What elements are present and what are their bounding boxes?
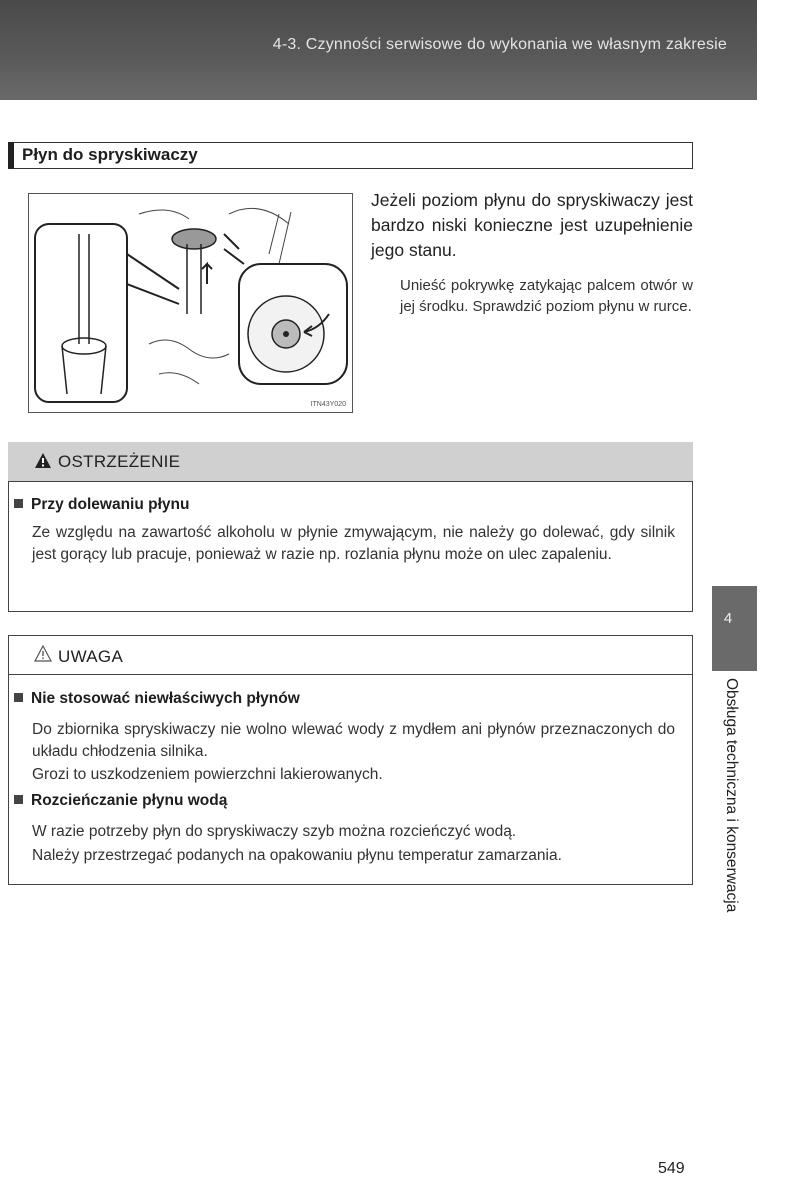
chapter-title: 4-3. Czynności serwisowe do wykonania we własnym zakresie — [272, 36, 727, 53]
reservoir-drawing — [29, 194, 352, 412]
chapter-tab — [712, 586, 757, 671]
page-number: 549 — [658, 1160, 685, 1177]
caution-item-text: Grozi to uszkodzeniem powierzchni lakierowanych. — [32, 766, 383, 783]
header-bar — [0, 0, 757, 100]
bullet-square-icon — [14, 499, 23, 508]
section-title: Płyn do spryskiwaczy — [22, 145, 198, 164]
washer-reservoir-illustration — [28, 193, 353, 413]
figure-code: ITN43Y020 — [310, 401, 346, 408]
warning-title: OSTRZEŻENIE — [58, 452, 181, 471]
caution-title: UWAGA — [58, 647, 124, 666]
caution-item-text: W razie potrzeby płyn do spryskiwaczy szyb można rozcieńczyć wodą. — [32, 823, 517, 840]
caution-divider — [8, 674, 693, 675]
caution-item-heading: Rozcieńczanie płynu wodą — [14, 792, 227, 810]
step-text: Unieść pokrywkę zatykając palcem otwór w jej środku. Sprawdzić poziom płynu w rurce. — [400, 277, 693, 315]
caution-item-text: Należy przestrzegać podanych na opakowaniu płynu temperatur zamarzania. — [32, 847, 562, 864]
chapter-number: 4 — [723, 610, 733, 627]
caution-triangle-icon — [34, 645, 52, 662]
caution-item-heading: Nie stosować niewłaściwych płynów — [14, 690, 300, 708]
bullet-square-icon — [14, 795, 23, 804]
caution-item-text: Do zbiornika spryskiwaczy nie wolno wlewać wody z mydłem ani płynów przeznaczonych do układu chłodzenia silnika. — [32, 721, 675, 760]
intro-text: Jeżeli poziom płynu do spryskiwaczy jest bardzo niski konieczne jest uzupełnienie jego stanu. — [371, 190, 693, 260]
chapter-label: Obsługa techniczna i konserwacja — [723, 678, 740, 913]
bullet-square-icon — [14, 693, 23, 702]
warning-triangle-icon — [34, 452, 52, 469]
warning-item-text: Ze względu na zawartość alkoholu w płynie zmywającym, nie należy go dolewać, gdy silnik jest gorący lub pracuje, ponieważ w razie np. rozlania płynu może on ulec zapaleniu. — [32, 524, 675, 563]
section-marker — [8, 142, 14, 169]
warning-item-heading: Przy dolewaniu płynu — [14, 496, 189, 514]
